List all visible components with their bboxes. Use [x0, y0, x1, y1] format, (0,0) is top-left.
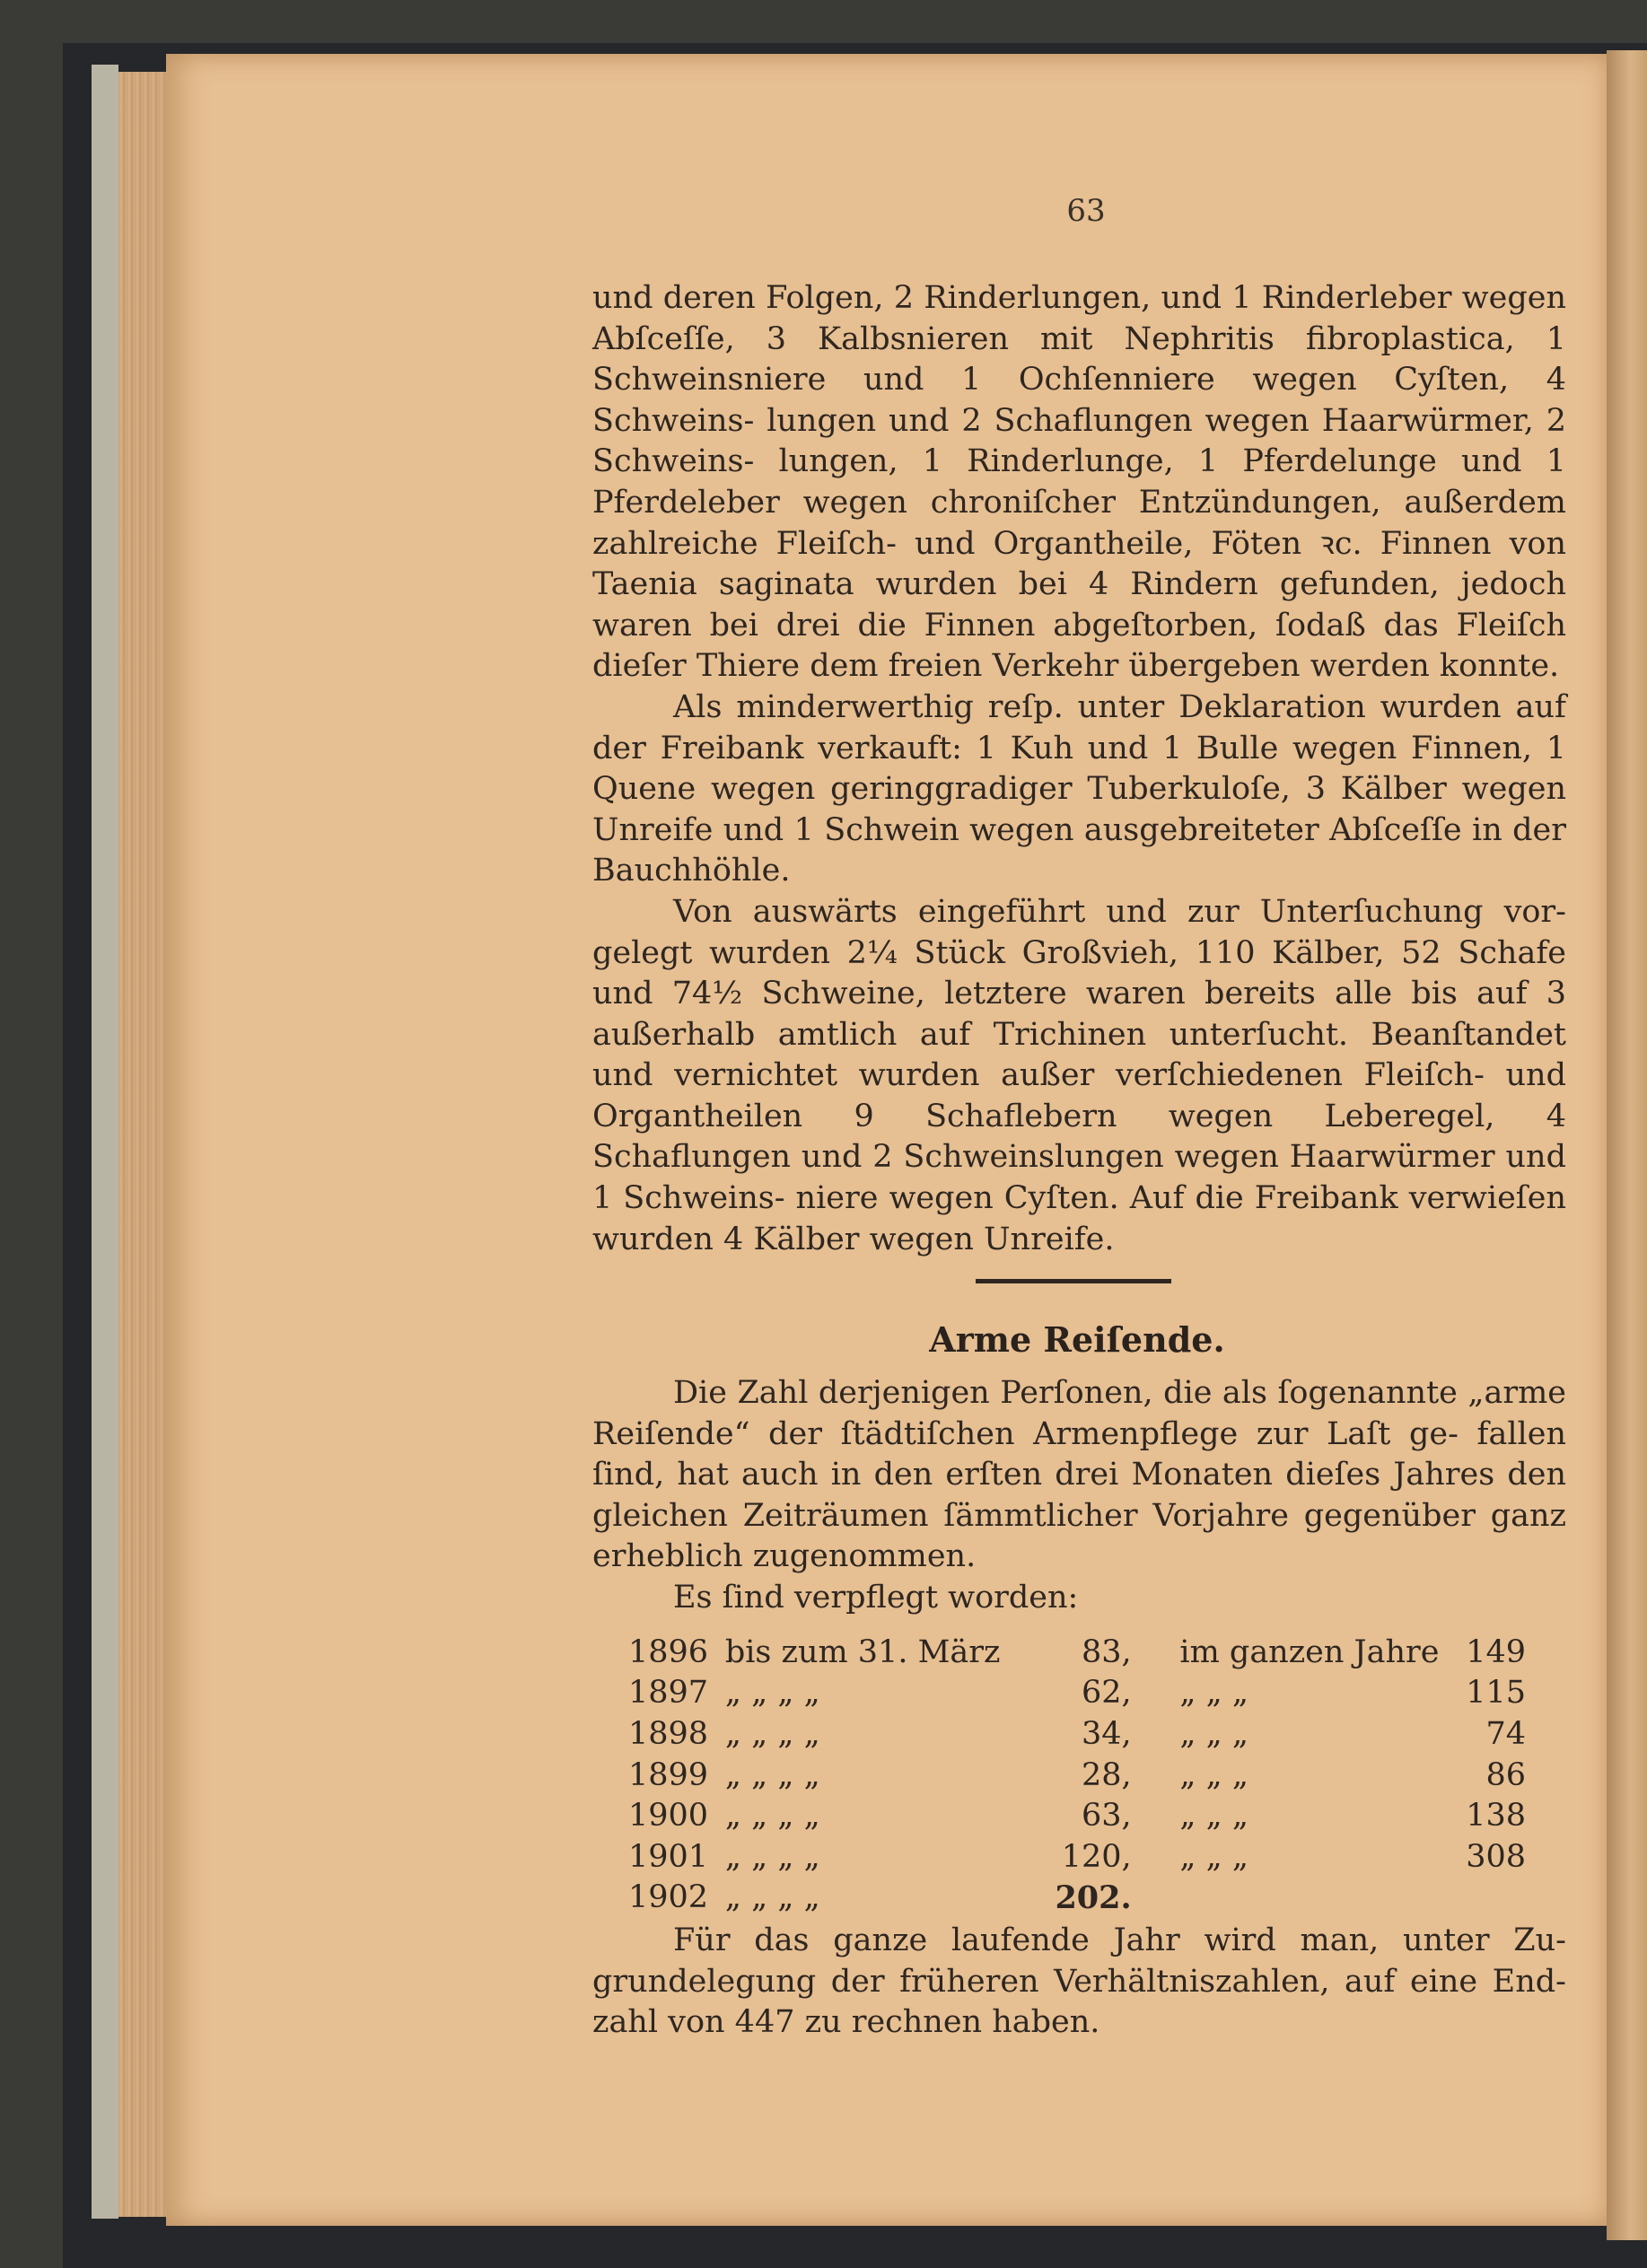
section-heading: Arme Reiſende.	[929, 1319, 1225, 1360]
table-lead: Es ſind verpflegt worden:	[673, 1579, 1079, 1616]
paragraph: Für das ganze laufende Jahr wird man, unter Zu- grundelegung der früheren Verhältniszahlen, auf eine End- zahl von 447 zu rechnen haben.	[592, 1922, 1566, 2041]
table-row: 1897 „ „ „ „ 62, „ „ „ 115	[628, 1675, 1526, 1712]
cover-edge	[92, 65, 118, 2219]
table-row: 1899 „ „ „ „ 28, „ „ „ 86	[628, 1756, 1526, 1793]
table-row: 1898 „ „ „ „ 34, „ „ „ 74	[628, 1715, 1526, 1752]
table-row: 1902 „ „ „ „ 202.	[628, 1878, 1132, 1916]
section-intro	[592, 1373, 1566, 1619]
statistics-table	[628, 1632, 1526, 1918]
table-row: 1900 „ „ „ „ 63, „ „ „ 138	[628, 1798, 1526, 1835]
paragraph: Als minderwerthig reſp. unter Deklaration wurden auf der Freibank verkauft: 1 Kuh und 1 Bulle wegen Finnen, 1 Quene wegen geringgradiger Tuberkuloſe, 3 Kälber wegen Unreife und 1 Schwein wegen ausgebreiteter Abſceſſe in der Bauchhöhle.	[592, 688, 1566, 889]
table-row: 1896 bis zum 31. März 83, im ganzen Jahre 149	[628, 1633, 1526, 1670]
body-text	[592, 278, 1566, 1260]
paragraph: Von auswärts eingeführt und zur Unterſuchung vor- gelegt wurden 2¼ Stück Großvieh, 110 Kälber, 52 Schafe und 74½ Schweine, letztere waren bereits alle bis auf 3 außerhalb amtlich auf Trichinen unterſucht. Beanſtandet und vernichtet wurden außer verſchiedenen Fleiſch- und Organtheilen 9 Schaflebern wegen Leberegel, 4 Schaflungen und 2 Schweinslungen wegen Haarwürmer und 1 Schweins- niere wegen Cyſten. Auf die Freibank verwieſen wurden 4 Kälber wegen Unreife.	[592, 893, 1566, 1257]
paragraph: Die Zahl derjenigen Perſonen, die als ſogenannte „arme Reiſende“ der ſtädtiſchen Armenpflege zur Laſt ge- fallen ſind, hat auch in den erſten drei Monaten dieſes Jahres den gleichen Zeiträumen ſämmtlicher Vorjahre gegenüber ganz erheblich zugenommen.	[592, 1375, 1566, 1575]
closing-text	[592, 1921, 1566, 2044]
page-number: 63	[1066, 193, 1106, 229]
book-gutter	[1607, 50, 1647, 2240]
section-divider	[976, 1279, 1171, 1283]
table-row: 1901 „ „ „ „ 120, „ „ „ 308	[628, 1838, 1526, 1875]
paragraph: und deren Folgen, 2 Rinderlungen, und 1 Rinderleber wegen Abſceſſe, 3 Kalbsnieren mit Nephritis fibroplastica, 1 Schweinsniere und 1 Ochſenniere wegen Cyſten, 4 Schweins- lungen und 2 Schaflungen wegen Haarwürmer, 2 Schweins- lungen, 1 Rinderlunge, 1 Pferdelunge und 1 Pferdeleber wegen chroniſcher Entzündungen, außerdem zahlreiche Fleiſch- und Organtheile, Föten ꝛc. Finnen von Taenia saginata wurden bei 4 Rindern gefunden, jedoch waren bei drei die Finnen abgeſtorben, ſodaß das Fleiſch dieſer Thiere dem freien Verkehr übergeben werden konnte.	[592, 280, 1566, 685]
